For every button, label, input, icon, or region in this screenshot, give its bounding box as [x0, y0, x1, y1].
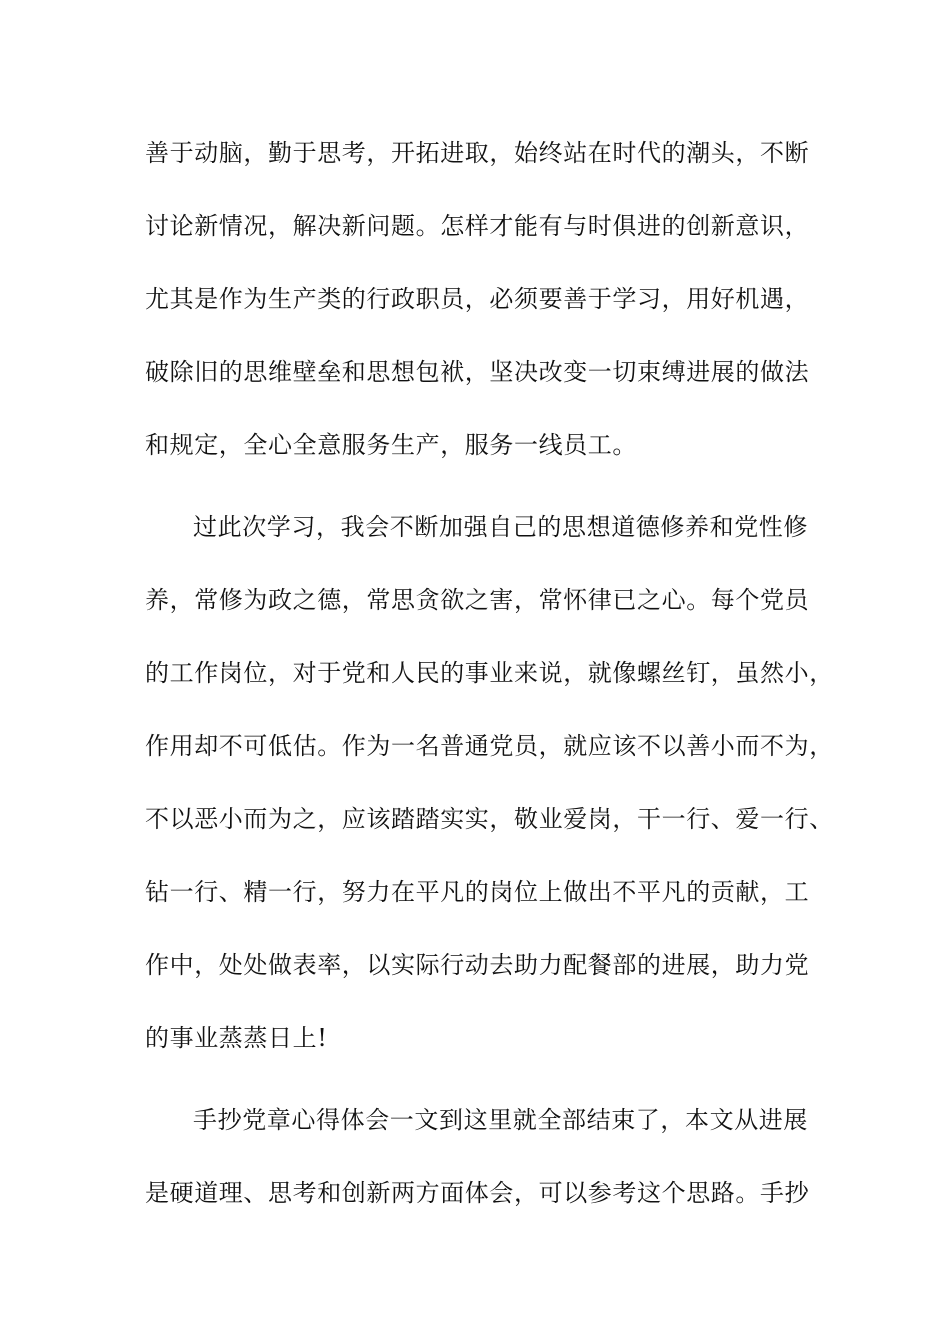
- paragraph-line: 讨论新情况，解决新问题。怎样才能有与时俱进的创新意识，: [145, 212, 810, 240]
- paragraph-line: 的工作岗位，对于党和人民的事业来说，就像螺丝钉，虽然小，: [145, 659, 834, 687]
- paragraph-line: 养，常修为政之德，常思贪欲之害，常怀律已之心。每个党员: [145, 586, 810, 614]
- paragraph-line: 是硬道理、思考和创新两方面体会，可以参考这个思路。手抄: [145, 1179, 810, 1207]
- paragraph-line: 尤其是作为生产类的行政职员，必须要善于学习，用好机遇，: [145, 285, 810, 313]
- paragraph-line: 善于动脑，勤于思考，开拓进取，始终站在时代的潮头，不断: [145, 139, 810, 167]
- paragraph-line: 钻一行、精一行，努力在平凡的岗位上做出不平凡的贡献，工: [145, 878, 810, 906]
- paragraph-line: 作用却不可低估。作为一名普通党员，就应该不以善小而不为，: [145, 732, 834, 760]
- paragraph-line: 不以恶小而为之，应该踏踏实实，敬业爱岗，干一行、爱一行、: [145, 805, 834, 833]
- paragraph-line: 手抄党章心得体会一文到这里就全部结束了，本文从进展: [193, 1106, 808, 1134]
- paragraph-line: 破除旧的思维壁垒和思想包袱，坚决改变一切束缚进展的做法: [145, 358, 810, 386]
- paragraph-line: 过此次学习，我会不断加强自己的思想道德修养和党性修: [193, 513, 808, 541]
- paragraph-line: 和规定，全心全意服务生产，服务一线员工。: [145, 431, 637, 459]
- paragraph-line: 作中，处处做表率，以实际行动去助力配餐部的进展，助力党: [145, 951, 810, 979]
- paragraph-line: 的事业蒸蒸日上!: [145, 1024, 328, 1052]
